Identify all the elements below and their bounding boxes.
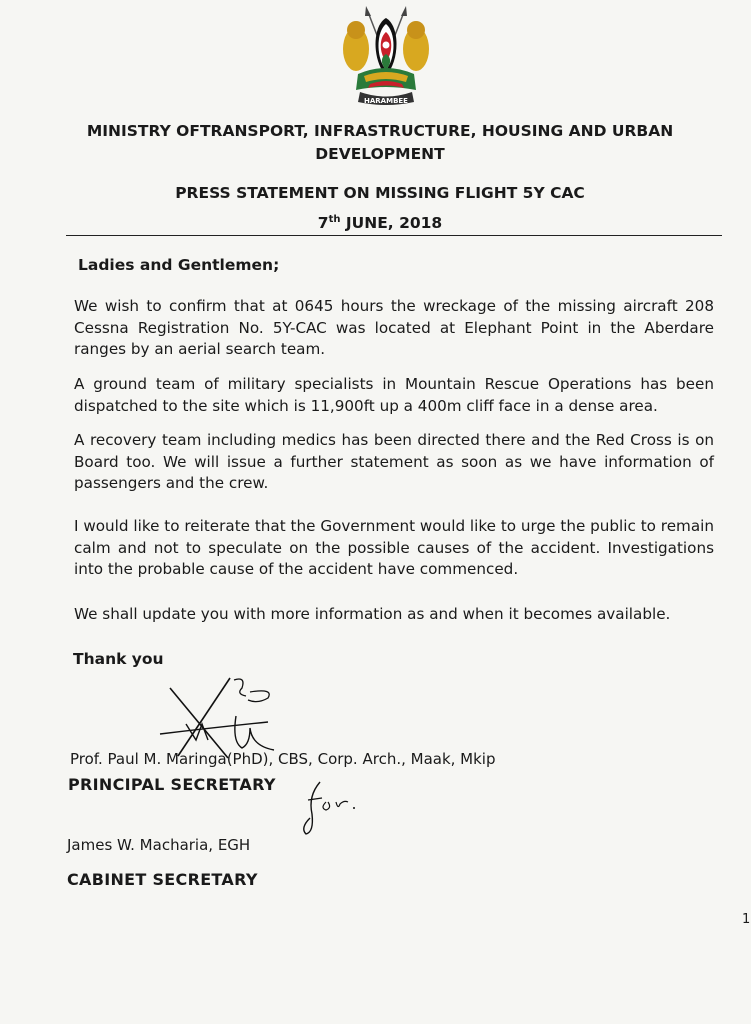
paragraph-recovery-team: A recovery team including medics has been directed there and the Red Cross is on Board too. We will issue a further statement as soon as we have information of passengers and the crew. — [74, 431, 714, 492]
date-suffix: th — [328, 214, 341, 225]
ministry-title — [60, 120, 700, 166]
principal-secretary-title: PRINCIPAL SECRETARY — [68, 775, 276, 794]
ministry-title-line2: DEVELOPMENT — [315, 145, 445, 163]
cabinet-secretary-title: CABINET SECRETARY — [67, 870, 258, 889]
paragraph-government-appeal: I would like to reiterate that the Government would like to urge the public to remain calm and not to speculate on the possible causes of the accident. Investigations into the probable cause of the accident have commenced. — [74, 517, 714, 578]
date-day: 7 — [317, 214, 329, 233]
header-divider — [66, 235, 722, 236]
handwritten-for-initials — [298, 778, 358, 836]
cabinet-secretary-name: James W. Macharia, EGH — [67, 836, 251, 854]
closing-thank-you: Thank you — [73, 650, 164, 668]
paragraph-ground-team: A ground team of military specialists in Mountain Rescue Operations has been dispatched to the site which is 11,900ft up a 400m cliff face in a dense area. — [74, 375, 714, 415]
page-number: 1 — [742, 912, 751, 927]
paragraph-wreckage-located: We wish to confirm that at 0645 hours the wreckage of the missing aircraft 208 Cessna Registration No. 5Y-CAC was located at Elephant Point in the Aberdare ranges by an aerial search team. — [74, 297, 714, 358]
kenya-coat-of-arms-emblem — [336, 4, 436, 108]
date-rest: JUNE, 2018 — [340, 214, 443, 233]
emblem-motto-text: HARAMBEE — [364, 97, 408, 105]
statement-title: PRESS STATEMENT ON MISSING FLIGHT 5Y CAC — [175, 184, 585, 202]
ministry-title-line1: MINISTRY OFTRANSPORT, INFRASTRUCTURE, HOUSING AND URBAN — [86, 122, 674, 140]
greeting: Ladies and Gentlemen; — [78, 256, 280, 274]
paragraph-updates: We shall update you with more information as and when it becomes available. — [74, 605, 671, 623]
principal-secretary-name: Prof. Paul M. Maringa(PhD), CBS, Corp. Arch., Maak, Mkip — [70, 750, 496, 768]
statement-date — [60, 214, 700, 232]
